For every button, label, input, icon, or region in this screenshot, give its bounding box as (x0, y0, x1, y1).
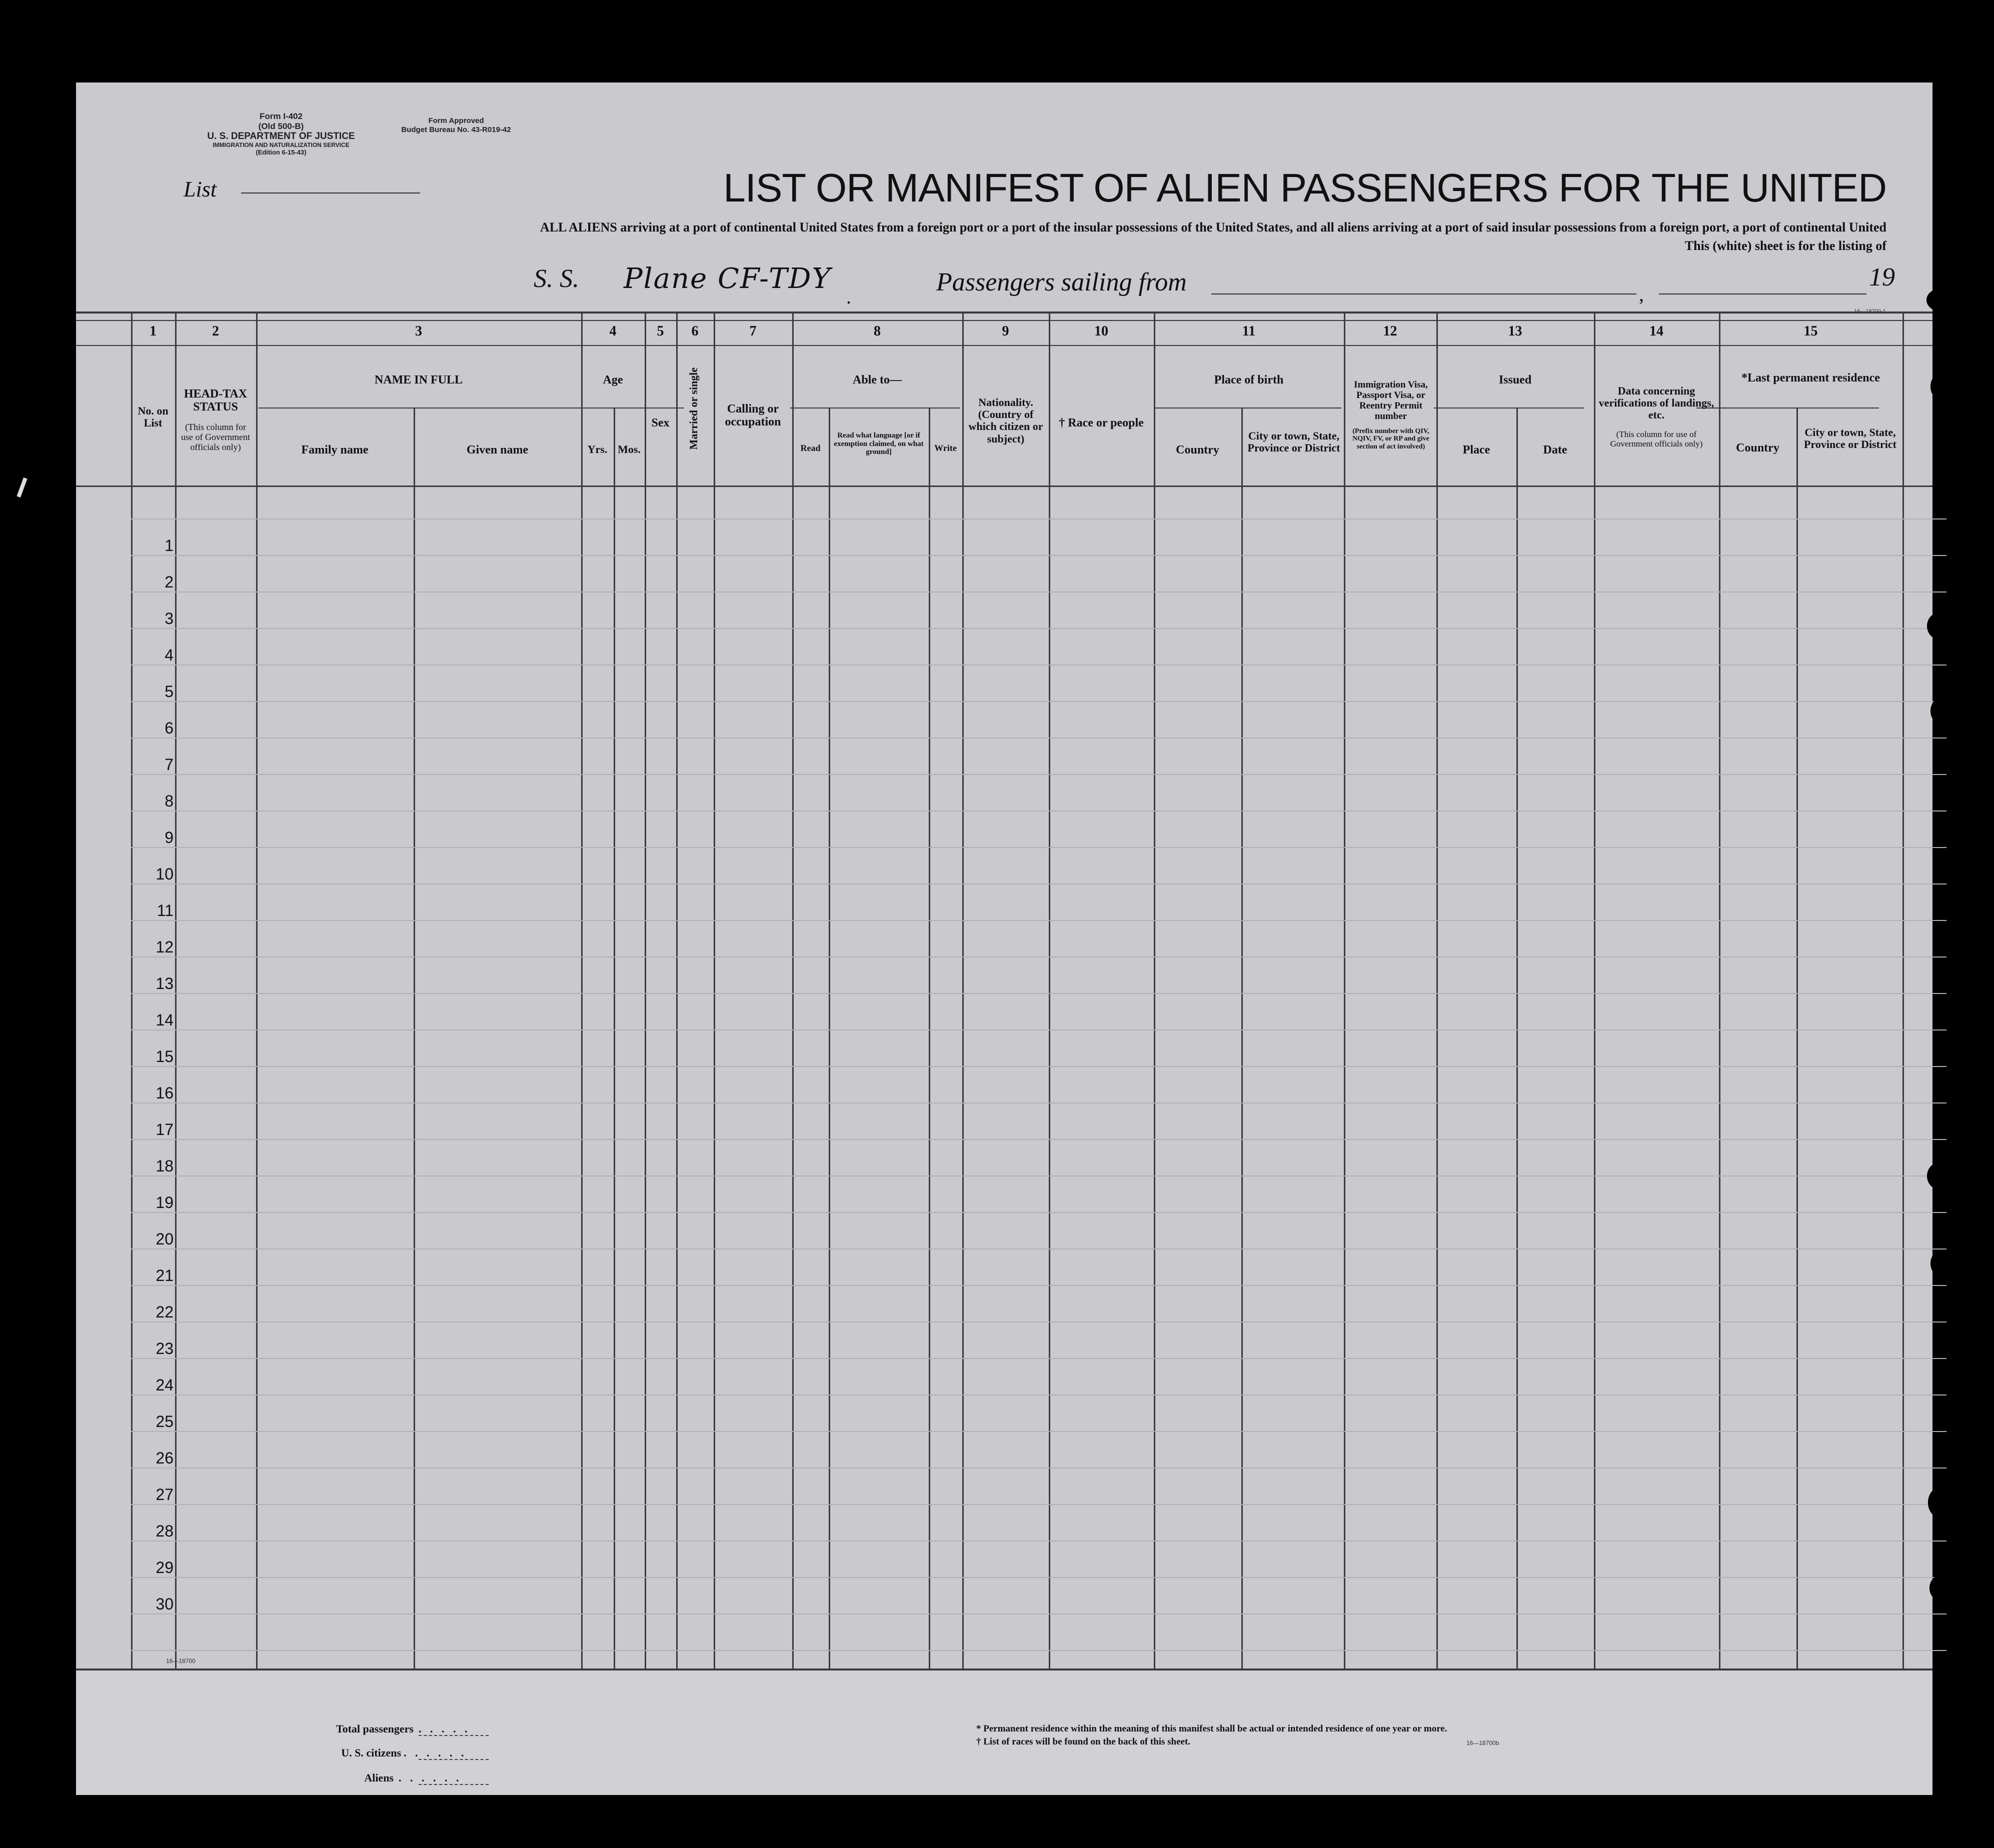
service-name: IMMIGRATION AND NATURALIZATION SERVICE (213, 141, 350, 148)
page-title: LIST OR MANIFEST OF ALIEN PASSENGERS FOR THE UNITED (723, 166, 1886, 210)
row-rule (131, 1650, 1946, 1651)
sailing-from-label: Passengers sailing from (936, 268, 1187, 296)
col-divider-birth-country (1241, 408, 1243, 1670)
manifest-sheet (76, 82, 1932, 1795)
year-prefix: 19 (1869, 263, 1895, 292)
row-rule (131, 1212, 1946, 1213)
row-number: 8 (165, 792, 174, 810)
row-rule (131, 1358, 1946, 1359)
col-number-3: 3 (415, 324, 422, 339)
header-age-mos: Mos. (618, 443, 641, 456)
col-number-8: 8 (874, 324, 881, 339)
form-approved-label: Form Approved (428, 116, 484, 125)
row-number: 23 (156, 1340, 174, 1358)
col-divider-issued (1436, 312, 1438, 1670)
row-number: 1 (165, 536, 174, 554)
list-label: List (184, 177, 217, 202)
row-rule (131, 920, 1946, 921)
punch-hole (1929, 1575, 1952, 1601)
col-divider-calling (714, 312, 715, 1670)
row-number: 13 (156, 974, 174, 992)
subtitle-line-2: This (white) sheet is for the listing of (1684, 238, 1886, 253)
header-race: † Race or people (1059, 416, 1144, 430)
col-divider-read (829, 408, 830, 1670)
row-rule (131, 1066, 1946, 1067)
row-rule (131, 1285, 1946, 1286)
table-top-border-inner (76, 320, 1932, 321)
punch-hole (1928, 1488, 1951, 1518)
row-rule (131, 664, 1946, 666)
leader-dots: . . . . . . (399, 1772, 462, 1784)
row-number: 17 (156, 1120, 174, 1138)
col-number-13: 13 (1508, 324, 1522, 339)
edition-label: (Edition 6-15-43) (256, 148, 307, 156)
ss-label: S. S. (534, 264, 579, 293)
row-rule (131, 628, 1946, 629)
row-number: 16 (156, 1084, 174, 1102)
row-number: 4 (165, 646, 174, 664)
header-calling: Calling or occupation (725, 402, 781, 429)
row-rule (131, 1577, 1946, 1578)
leader-dots: . . . . . (419, 1722, 471, 1735)
header-data-note: (This column for use of Government officials only) (1610, 430, 1703, 448)
header-issued: Issued (1498, 374, 1532, 386)
col-number-4: 4 (609, 324, 617, 339)
row-rule (131, 993, 1946, 994)
table-top-border (76, 312, 1932, 314)
header-married-single: Married or single (687, 367, 700, 450)
punch-hole (1930, 1250, 1953, 1277)
header-visa-note: (Prefix number with QIV, NQIV, FV, or RP and give section of act involved) (1352, 428, 1429, 450)
bottom-form-code: 16—18700 (166, 1658, 196, 1664)
header-place-of-birth: Place of birth (1214, 374, 1284, 386)
row-number: 27 (156, 1486, 174, 1504)
col-divider-race (1049, 312, 1050, 1670)
row-number: 11 (157, 902, 174, 920)
scan-mark (17, 478, 27, 498)
row-number: 21 (156, 1266, 174, 1284)
row-number: 29 (156, 1558, 174, 1576)
col-divider-name (256, 312, 258, 1670)
total-passengers-label: Total passengers (336, 1722, 414, 1735)
row-number: 12 (156, 938, 174, 956)
header-visa: Immigration Visa, Passport Visa, or Reentry Permit number (1354, 380, 1428, 422)
header-write: Write (934, 443, 957, 453)
col-divider-age (581, 312, 583, 1670)
row-number: 20 (156, 1230, 174, 1248)
col-number-15: 15 (1803, 324, 1818, 339)
budget-bureau-label: Budget Bureau No. 43-R019-42 (401, 126, 511, 134)
header-issued-place: Place (1462, 444, 1490, 456)
row-number: 28 (156, 1522, 174, 1540)
header-family-name: Family name (301, 444, 369, 456)
row-number: 30 (156, 1595, 174, 1613)
row-number: 22 (156, 1303, 174, 1321)
row-number: 6 (165, 719, 174, 737)
row-rule (131, 847, 1946, 848)
comma-mark: , (1639, 283, 1644, 306)
row-rule (131, 518, 1946, 520)
header-read: Read (800, 443, 821, 453)
header-head-tax-note: (This column for use of Government officials only) (181, 422, 250, 452)
vessel-name-handwritten[interactable]: Plane CF-TDY (624, 262, 832, 295)
col-number-5: 5 (657, 324, 664, 339)
row-rule (131, 956, 1946, 958)
us-citizens-label: U. S. citizens (341, 1746, 401, 1759)
header-age-yrs: Yrs. (587, 443, 608, 456)
row-number: 18 (156, 1157, 174, 1175)
row-rule (131, 555, 1946, 556)
col-divider-able (792, 312, 794, 1670)
header-given-name: Given name (466, 444, 529, 456)
col-divider-no (131, 312, 133, 1670)
header-sex: Sex (651, 416, 670, 430)
col-number-6: 6 (691, 324, 699, 339)
col-divider-birth (1154, 312, 1155, 1670)
punch-hole (1926, 289, 1952, 311)
row-number: 24 (156, 1376, 174, 1394)
row-number: 5 (165, 682, 174, 700)
row-rule (131, 1139, 1946, 1140)
row-number: 9 (165, 828, 174, 846)
header-read-language: Read what language [or if exemption claimed, on what ground] (834, 432, 924, 456)
department-name: U. S. DEPARTMENT OF JUSTICE (207, 131, 355, 142)
col-number-14: 14 (1649, 324, 1663, 339)
col-divider-married (676, 312, 678, 1670)
col-number-7: 7 (749, 324, 757, 339)
col-divider-residence-country (1796, 408, 1798, 1670)
row-rule (131, 1540, 1946, 1542)
header-last-residence: *Last permanent residence (1741, 372, 1880, 384)
col-divider-data (1594, 312, 1595, 1670)
row-rule (131, 1394, 1946, 1396)
row-number: 3 (165, 610, 174, 628)
aliens-label: Aliens (364, 1772, 394, 1784)
row-number: 19 (156, 1194, 174, 1212)
punch-hole (1930, 698, 1953, 724)
punch-hole (1930, 372, 1953, 400)
col-number-1: 1 (150, 324, 157, 339)
row-rule (131, 774, 1946, 775)
header-bottom-border (76, 486, 1932, 487)
row-rule (131, 810, 1946, 812)
col-divider-yrs (614, 408, 615, 1670)
list-number-line[interactable] (241, 192, 420, 194)
punch-hole (1927, 612, 1952, 640)
col-divider-sex (645, 312, 646, 1670)
leader-dots: . . . . . . (404, 1746, 467, 1759)
col-number-9: 9 (1002, 324, 1009, 339)
col-divider-issued-place (1516, 408, 1518, 1670)
row-rule (131, 1102, 1946, 1104)
footer-form-code: 16—18700b (1466, 1740, 1499, 1746)
approval-block (386, 116, 526, 134)
col-divider-residence (1719, 312, 1720, 1670)
header-age: Age (603, 374, 623, 386)
header-birth-country: Country (1176, 444, 1219, 456)
col-number-10: 10 (1094, 324, 1108, 339)
row-rule (131, 1248, 1946, 1250)
col-divider-visa (1344, 312, 1345, 1670)
col-divider-headtax (175, 312, 177, 1670)
punch-hole (1927, 1162, 1952, 1190)
row-number: 7 (165, 756, 174, 774)
footnote-races: † List of races will be found on the back of this sheet. (976, 1736, 1191, 1747)
header-data-concerning: Data concerning verifications of landings, etc. (1598, 384, 1714, 422)
total-passengers-field[interactable] (419, 1735, 489, 1737)
header-birth-city: City or town, State, Province or District (1247, 430, 1340, 454)
col-divider-language (929, 408, 930, 1670)
row-number: 26 (156, 1449, 174, 1467)
row-number: 15 (156, 1048, 174, 1066)
header-head-tax: HEAD-TAX STATUS (184, 388, 248, 414)
col-divider-family (414, 408, 415, 1670)
row-number: 14 (156, 1011, 174, 1029)
col-number-2: 2 (212, 324, 219, 339)
vessel-separator-dot: . (846, 286, 851, 308)
col-number-12: 12 (1383, 324, 1397, 339)
row-rule (131, 701, 1946, 702)
header-able-to: Able to— (853, 374, 902, 386)
col-divider-nationality (962, 312, 964, 1670)
row-number: 25 (156, 1412, 174, 1430)
column-number-divider (76, 345, 1932, 346)
header-name-in-full: NAME IN FULL (374, 374, 463, 386)
subtitle-line-1: ALL ALIENS arriving at a port of continental United States from a foreign port or a port of the insular possessions of the United States, and all aliens arriving at a port of said insular possessions from a foreign port, a port of continental United (540, 220, 1886, 234)
form-number: Form I-402 (260, 112, 303, 121)
footnote-permanent-residence: * Permanent residence within the meaning of this manifest shall be actual or intended residence of one year or more. (976, 1724, 1447, 1734)
col-divider-right-edge (1902, 312, 1904, 1670)
header-residence-country: Country (1736, 442, 1779, 454)
row-rule (131, 1431, 1946, 1432)
header-no-on-list: No. on List (138, 404, 169, 430)
us-citizens-field[interactable] (419, 1759, 489, 1761)
header-residence-city: City or town, State, Province or District (1804, 426, 1896, 451)
header-issued-date: Date (1543, 444, 1567, 456)
form-id-block (191, 112, 371, 156)
old-form-number: (Old 500-B) (258, 121, 304, 131)
row-number: 10 (156, 865, 174, 883)
aliens-field[interactable] (419, 1784, 489, 1786)
row-rule (131, 1504, 1946, 1505)
col-number-11: 11 (1242, 324, 1256, 339)
header-nationality: Nationality. (Country of which citizen or subject) (968, 396, 1043, 445)
row-number: 2 (165, 573, 174, 591)
